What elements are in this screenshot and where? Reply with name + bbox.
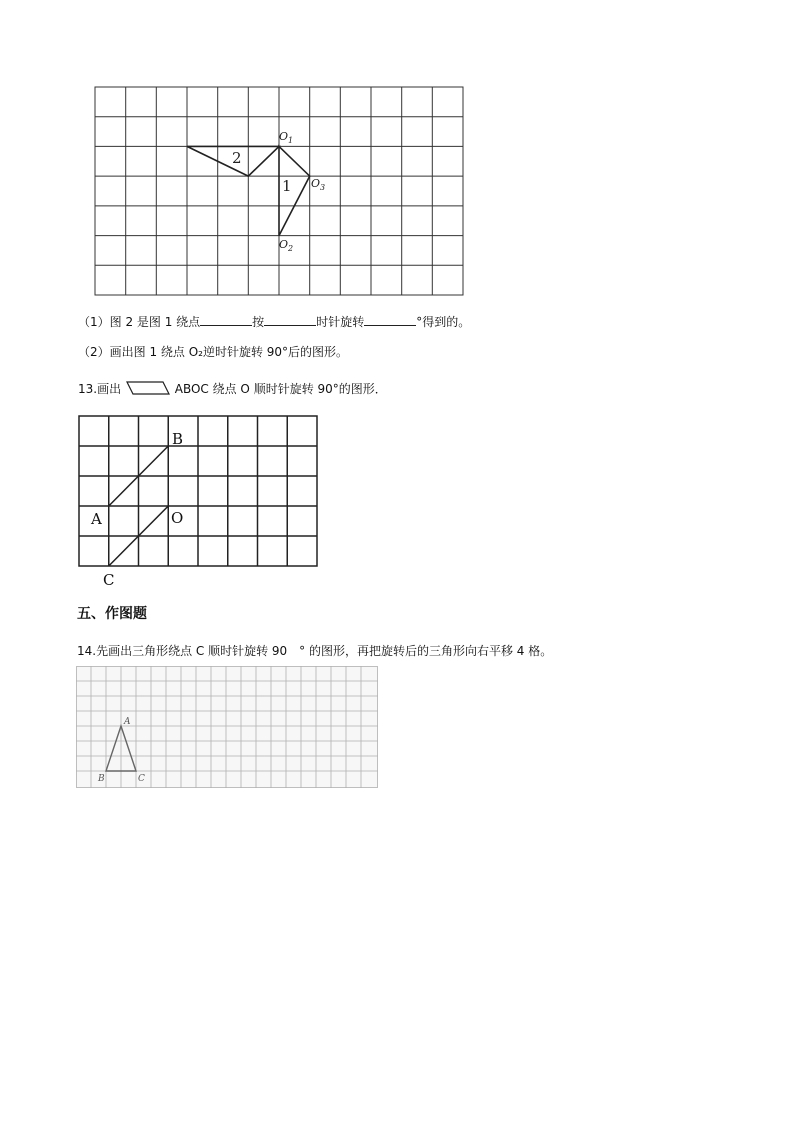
label-b: B — [172, 430, 184, 448]
label-a: A — [91, 510, 102, 528]
q12-line-1-part-a: （1）图 2 是图 1 绕点 — [78, 315, 201, 329]
q12-line-1-part-b: 按 — [252, 315, 265, 329]
label-o1: $O_1$ — [279, 130, 294, 145]
label-a: A — [124, 717, 131, 727]
section-heading: 五、作图题 — [77, 606, 147, 622]
label-o: O — [171, 509, 184, 527]
label-c: C — [103, 571, 115, 589]
q12-line-1-part-d: °得到的。 — [416, 315, 471, 329]
answer-blank-angle[interactable] — [364, 313, 416, 326]
label-c: C — [138, 774, 145, 784]
triangle-grid-figure — [76, 666, 380, 790]
rotation-grid-figure-1 — [94, 86, 466, 298]
q13-prefix: 13.画出 — [78, 382, 122, 396]
q12-line-1-part-c: 时针旋转 — [316, 315, 365, 329]
q13-line — [78, 381, 387, 397]
answer-blank-direction[interactable] — [264, 313, 316, 326]
answer-blank-point[interactable] — [200, 313, 252, 326]
label-triangle-2: 2 — [232, 149, 242, 167]
grid-lines — [79, 416, 317, 566]
label-o3: $O_3$ — [311, 177, 326, 192]
q13-suffix: ABOC 绕点 O 顺时针旋转 90°的图形． — [174, 382, 387, 396]
q12-line-2: （2）画出图 1 绕点 O₂逆时针旋转 90°后的图形。 — [78, 345, 349, 359]
parallelogram-grid-figure — [77, 414, 321, 592]
parallelogram-icon — [125, 381, 171, 395]
label-b: B — [98, 774, 105, 784]
label-o2: $O_2$ — [279, 238, 294, 253]
label-triangle-1: 1 — [282, 177, 292, 195]
q14-text: 14.先画出三角形绕点 C 顺时针旋转 90 ° 的图形，再把旋转后的三角形向右平移 4 格。 — [77, 644, 553, 658]
q12-line-1 — [78, 313, 470, 330]
